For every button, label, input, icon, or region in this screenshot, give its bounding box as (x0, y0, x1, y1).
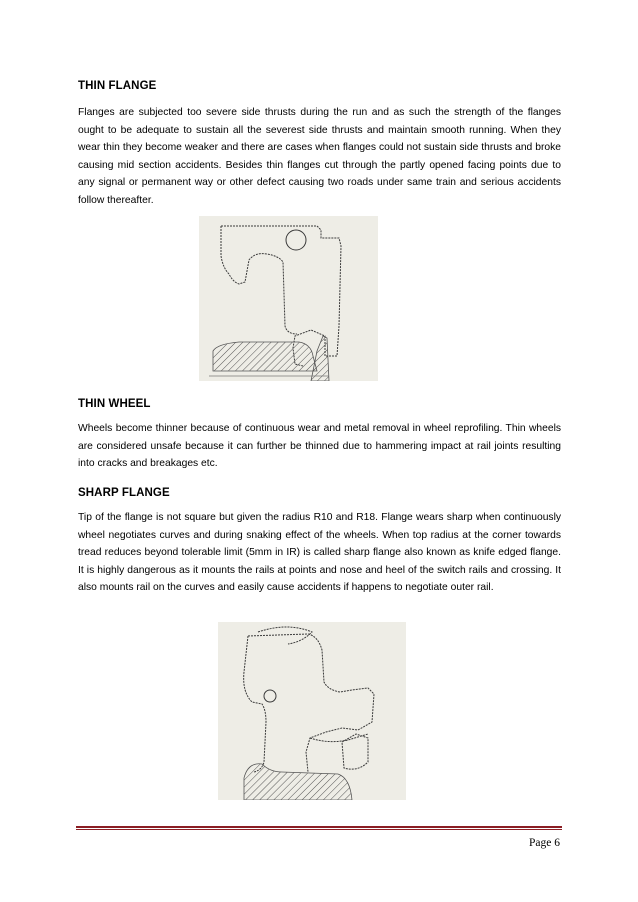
heading-sharp-flange: SHARP FLANGE (78, 487, 170, 499)
thin-flange-drawing (199, 216, 378, 381)
figure-thin-flange-sketch (199, 216, 378, 381)
heading-thin-flange: THIN FLANGE (78, 80, 157, 92)
footer-rule-thin (76, 829, 562, 830)
figure-sharp-flange-sketch (218, 622, 406, 800)
paragraph-thin-flange: Flanges are subjected too severe side thrusts during the run and as such the strength of the flanges ought to be adequate to sustain all the severest side thrusts and maintain smooth running. When they wear thin they become weaker and there are cases when flanges could not sustain side thrusts and broke causing mid section accidents. Besides thin flanges cut through the partly opened facing points due to any signal or permanent way or other defect causing two roads under same train and serious accidents follow thereafter. (78, 107, 561, 206)
page-number: Page 6 (529, 837, 560, 849)
heading-thin-wheel: THIN WHEEL (78, 398, 151, 410)
paragraph-thin-wheel: Wheels become thinner because of continuous wear and metal removal in wheel reprofiling. Thin wheels are considered unsafe because it can further be thinned due to hammering impact at rail joints resulting into cracks and breakages etc. (78, 423, 561, 469)
sharp-flange-drawing (218, 622, 406, 800)
footer-rule (76, 826, 562, 828)
paragraph-sharp-flange: Tip of the flange is not square but given the radius R10 and R18. Flange wears sharp when continuously wheel negotiates curves and during snaking effect of the wheels. When top radius at the corner towards tread reduces beyond tolerable limit (5mm in IR) is called sharp flange also known as knife edged flange. It is highly dangerous as it mounts the rails at points and nose and heel of the switch rails and crossing. It also mounts rail on the curves and easily cause accidents if happens to negotiate outer rail. (78, 512, 561, 593)
